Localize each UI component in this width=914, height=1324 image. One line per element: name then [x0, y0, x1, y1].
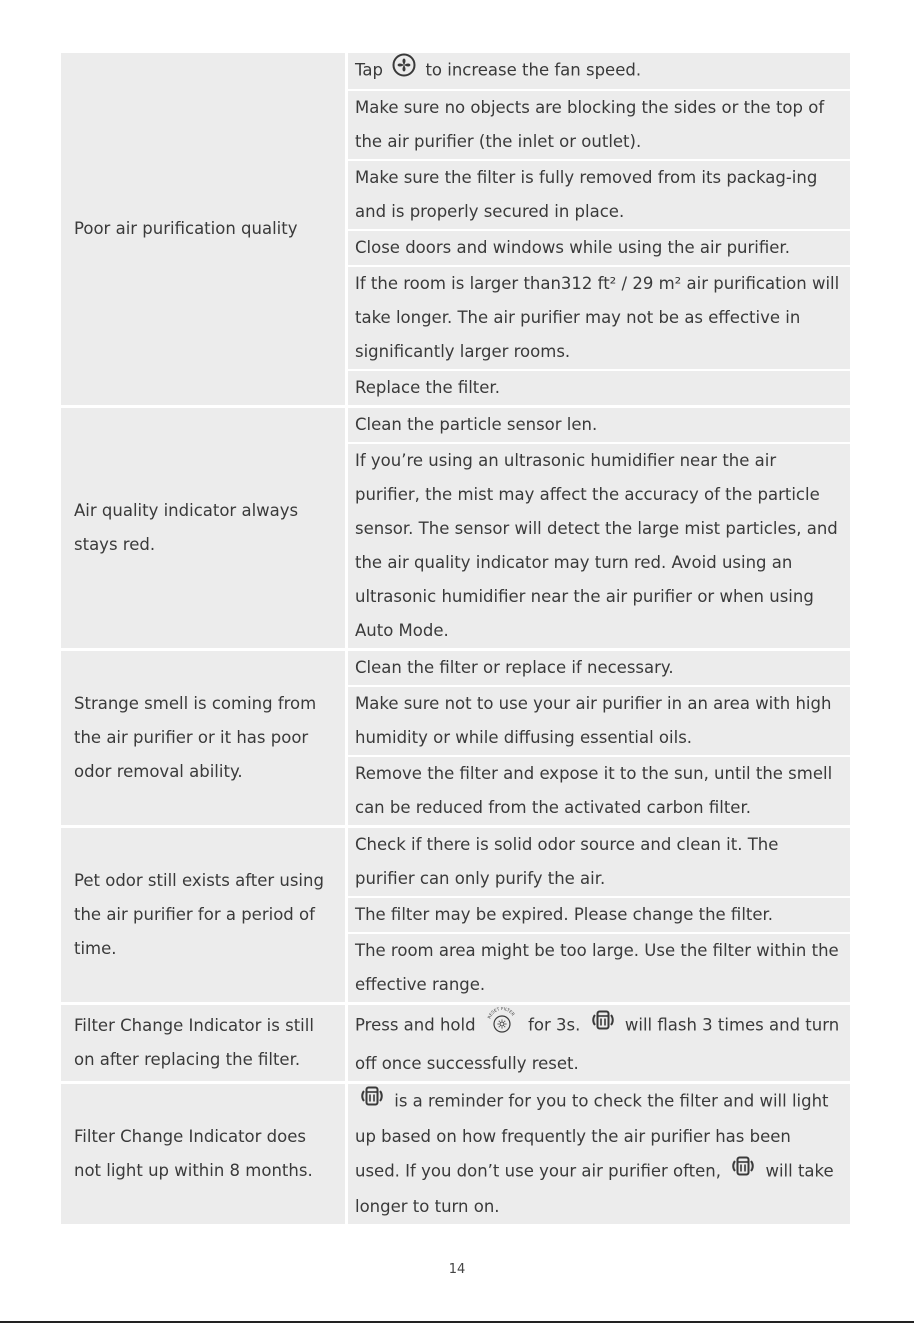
table-row: [61, 53, 850, 405]
troubleshooting-table: [61, 53, 850, 1224]
solution-item: If you’re using an ultrasonic humidifier near the air purifier, the mist may affect the accuracy of the particle sensor. The sensor will detect the large mist particles, and the air quality indicator may turn red. Avoid using an ultrasonic humidifier near the air purifier or when using Auto Mode.: [355, 451, 838, 640]
filter-indicator-icon: [590, 1008, 616, 1044]
filter-indicator-icon: [359, 1084, 385, 1120]
svg-text:RESET FILTER: RESET FILTER: [486, 1005, 516, 1020]
table-row: [61, 651, 850, 825]
problem-cell: Strange smell is coming from the air purifier or it has poor odor removal ability.: [61, 651, 348, 825]
solution-item: Tap to increase the fan speed.: [348, 53, 850, 91]
solutions-cell: [348, 828, 850, 1002]
problem-cell: Air quality indicator always stays red.: [61, 408, 348, 648]
solutions-cell: [348, 651, 850, 825]
filter-indicator-icon: [730, 1154, 756, 1190]
solutions-cell: [348, 408, 850, 648]
solution-item: Replace the filter.: [355, 378, 500, 397]
solution-item: The room area might be too large. Use the filter within the effective range.: [355, 941, 839, 994]
problem-cell: Filter Change Indicator does not light up within 8 months.: [61, 1084, 348, 1224]
table-row: [61, 1084, 850, 1224]
problem-cell: Pet odor still exists after using the air purifier for a period of time.: [61, 828, 348, 1002]
solution-item: Close doors and windows while using the air purifier.: [348, 231, 850, 267]
solution-item: Press and hold RESET FILTER for 3s. will flash 3 times and turn off once successfully reset.: [355, 1005, 840, 1073]
bottom-divider: [0, 1321, 914, 1323]
solution-item: Remove the filter and expose it to the sun, until the smell can be reduced from the activated carbon filter.: [355, 764, 833, 817]
page-number: 14: [448, 1262, 466, 1277]
fan-speed-icon: [392, 53, 416, 89]
problem-cell: Filter Change Indicator is still on after replacing the filter.: [61, 1005, 348, 1081]
solution-item: is a reminder for you to check the filter and will light up based on how frequently the air purifier has been used. If you don’t use your air purifier often, will take longer to turn on.: [348, 1084, 850, 1224]
solution-item: Clean the particle sensor len.: [348, 408, 850, 444]
solution-item: Clean the filter or replace if necessary.: [348, 651, 850, 687]
solutions-cell: [348, 1005, 850, 1081]
solution-item: Make sure the filter is fully removed from its packag-ing and is properly secured in place.: [348, 161, 850, 231]
solution-item: Make sure no objects are blocking the sides or the top of the air purifier (the inlet or outlet).: [348, 91, 850, 161]
solutions-cell: [348, 53, 850, 405]
table-row: [61, 1005, 850, 1081]
table-row: [61, 828, 850, 1002]
table-row: [61, 408, 850, 648]
solution-item: Make sure not to use your air purifier in an area with high humidity or while diffusing essential oils.: [348, 687, 850, 757]
problem-cell: Poor air purification quality: [61, 53, 348, 405]
solution-item: The filter may be expired. Please change the filter.: [348, 898, 850, 934]
reset-filter-button-icon: [485, 1005, 519, 1047]
solutions-cell: [348, 1084, 850, 1224]
solution-item: Check if there is solid odor source and clean it. The purifier can only purify the air.: [348, 828, 850, 898]
solution-item: If the room is larger than312 ft² / 29 m² air purification will take longer. The air purifier may not be as effective in significantly larger rooms.: [348, 267, 850, 371]
